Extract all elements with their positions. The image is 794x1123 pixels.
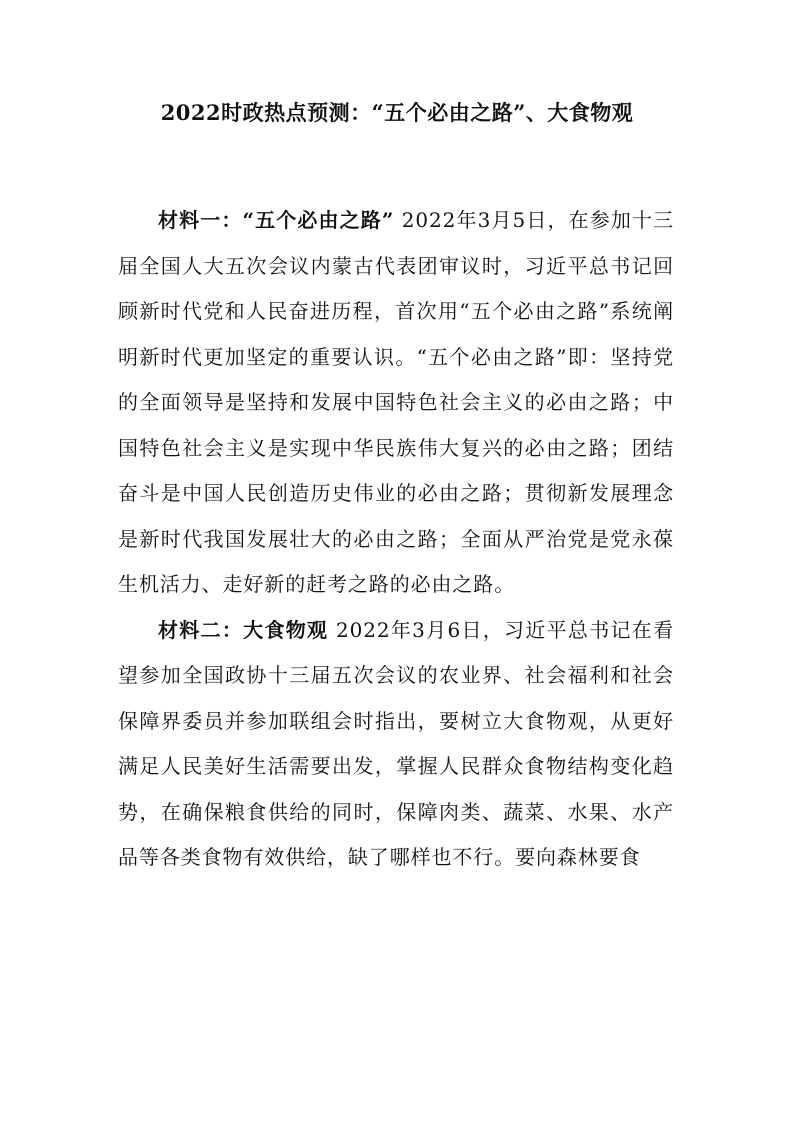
material-one-label: 材料一：“五个必由之路” [158, 208, 395, 232]
material-one-text: 2022年3月5日，在参加十三届全国人大五次会议内蒙古代表团审议时，习近平总书记回顾新时代党和人民奋进历程，首次用“五个必由之路”系统阐明新时代更加坚定的重要认识。“五个必由之路”即：坚持党的全面领导是坚持和发展中国特色社会主义的必由之路；中国特色社会主义是实现中华民族伟大复兴的必由之路；团结奋斗是中国人民创造历史伟业的必由之路；贯彻新发展理念是新时代我国发展壮大的必由之路；全面从严治党是党永葆生机活力、走好新的赶考之路的必由之路。 [118, 208, 675, 596]
document-title: 2022时政热点预测：“五个必由之路”、大食物观 [160, 100, 634, 125]
document-body [118, 198, 674, 881]
material-two-text: 2022年3月6日，习近平总书记在看望参加全国政协十三届五次会议的农业界、社会福利和社会保障界委员并参加联组会时指出，要树立大食物观，从更好满足人民美好生活需要出发，掌握人民群众食物结构变化趋势，在确保粮食供给的同时，保障肉类、蔬菜、水果、水产品等各类食物有效供给，缺了哪样也不行。要向森林要食 [118, 617, 674, 869]
material-two-paragraph [118, 608, 674, 881]
material-two-label: 材料二：大食物观 [158, 617, 329, 642]
material-one-paragraph [118, 198, 674, 608]
